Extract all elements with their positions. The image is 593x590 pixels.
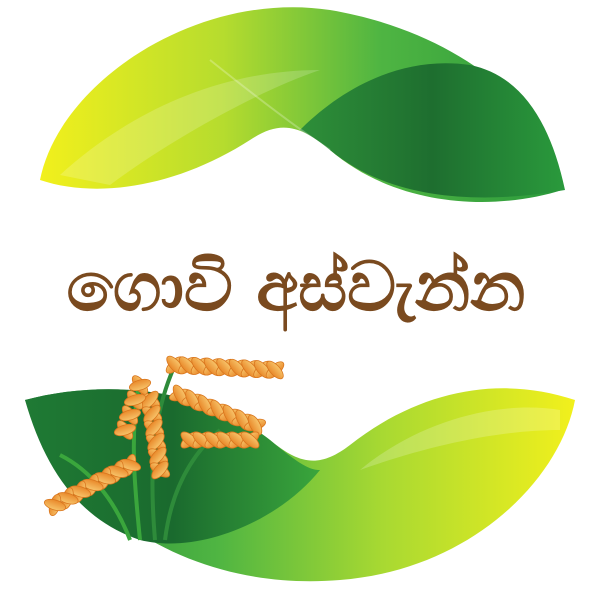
top-leaf-emblem <box>40 7 565 202</box>
brand-name: ගොවි අස්වැන්න <box>66 248 526 327</box>
